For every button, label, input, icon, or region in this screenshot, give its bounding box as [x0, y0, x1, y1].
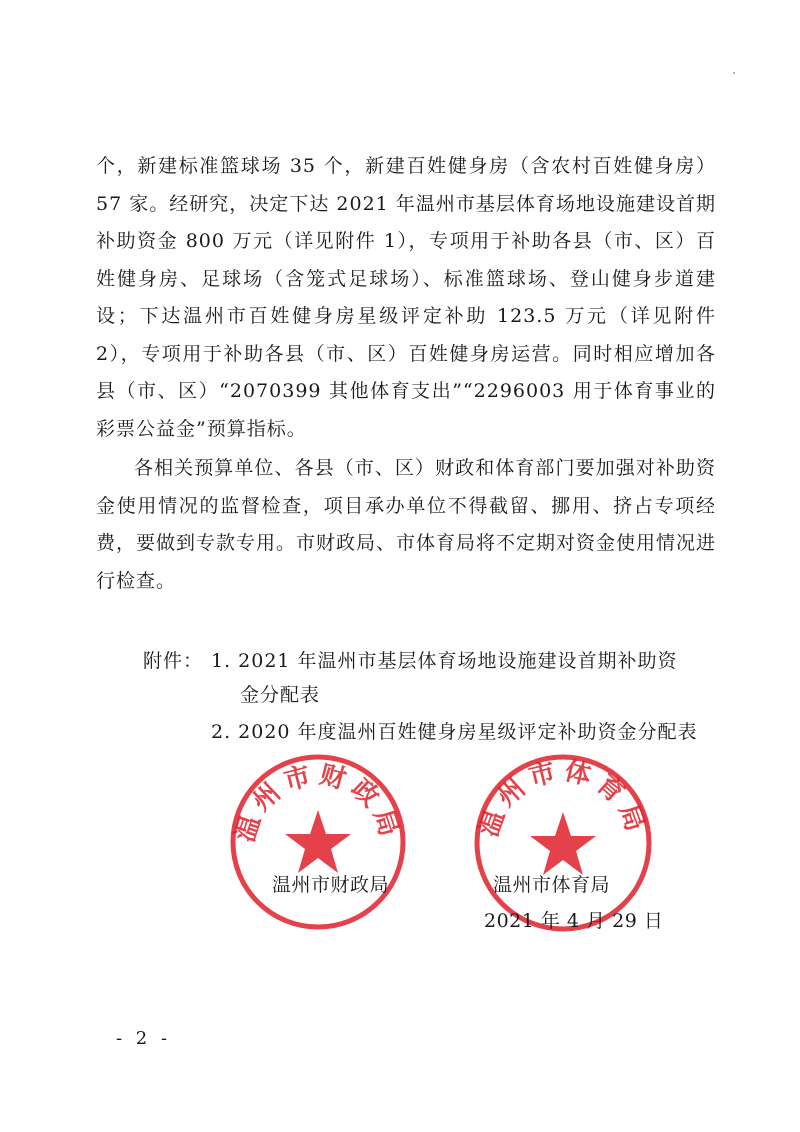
signature-sports-bureau: 温州市体育局 [493, 874, 611, 896]
attachment-item-1: 1. 2021 年温州市基层体育场地设施建设首期补助资 [211, 650, 678, 672]
finance-bureau-seal [228, 752, 408, 932]
page-number: - 2 - [116, 1028, 172, 1049]
attachment-item-1-continued: 金分配表 [240, 684, 321, 706]
attachments-label: 附件： [143, 650, 204, 672]
signature-finance-bureau: 温州市财政局 [272, 874, 390, 896]
scan-speck [733, 72, 735, 74]
svg-text:温州市体育局: 温州市体育局 [473, 756, 653, 841]
body-paragraph-2: 各相关预算单位、各县（市、区）财政和体育部门要加强对补助资金使用情况的监督检查，项目承办单位不得截留、挪用、挤占专项经费，要做到专款专用。市财政局、市体育局将不定期对资金使用情况进行检查。 [96, 457, 717, 592]
body-paragraph-1: 个，新建标准篮球场 35 个，新建百姓健身房（含农村百姓健身房）57 家。经研究，决定下达 2021 年温州市基层体育场地设施建设首期补助资金 800 万元（详见附件 1），专项用于补助各县（市、区）百姓健身房、足球场（含笼式足球场）、标准篮球场、登山健身步道建设；下达温州市百姓健身房星级评定补助 123.5 万元（详见附件 2），专项用于补助各县（市、区）百姓健身房运营。同时相应增加各县（市、区）“2070399 其他体育支出”“2296003 用于体育事业的彩票公益金”预算指标。 [96, 155, 716, 440]
svg-text:温州市财政局: 温州市财政局 [230, 759, 406, 846]
document-date: 2021 年 4 月 29 日 [484, 910, 664, 932]
attachment-item-2: 2. 2020 年度温州百姓健身房星级评定补助资金分配表 [211, 721, 698, 743]
